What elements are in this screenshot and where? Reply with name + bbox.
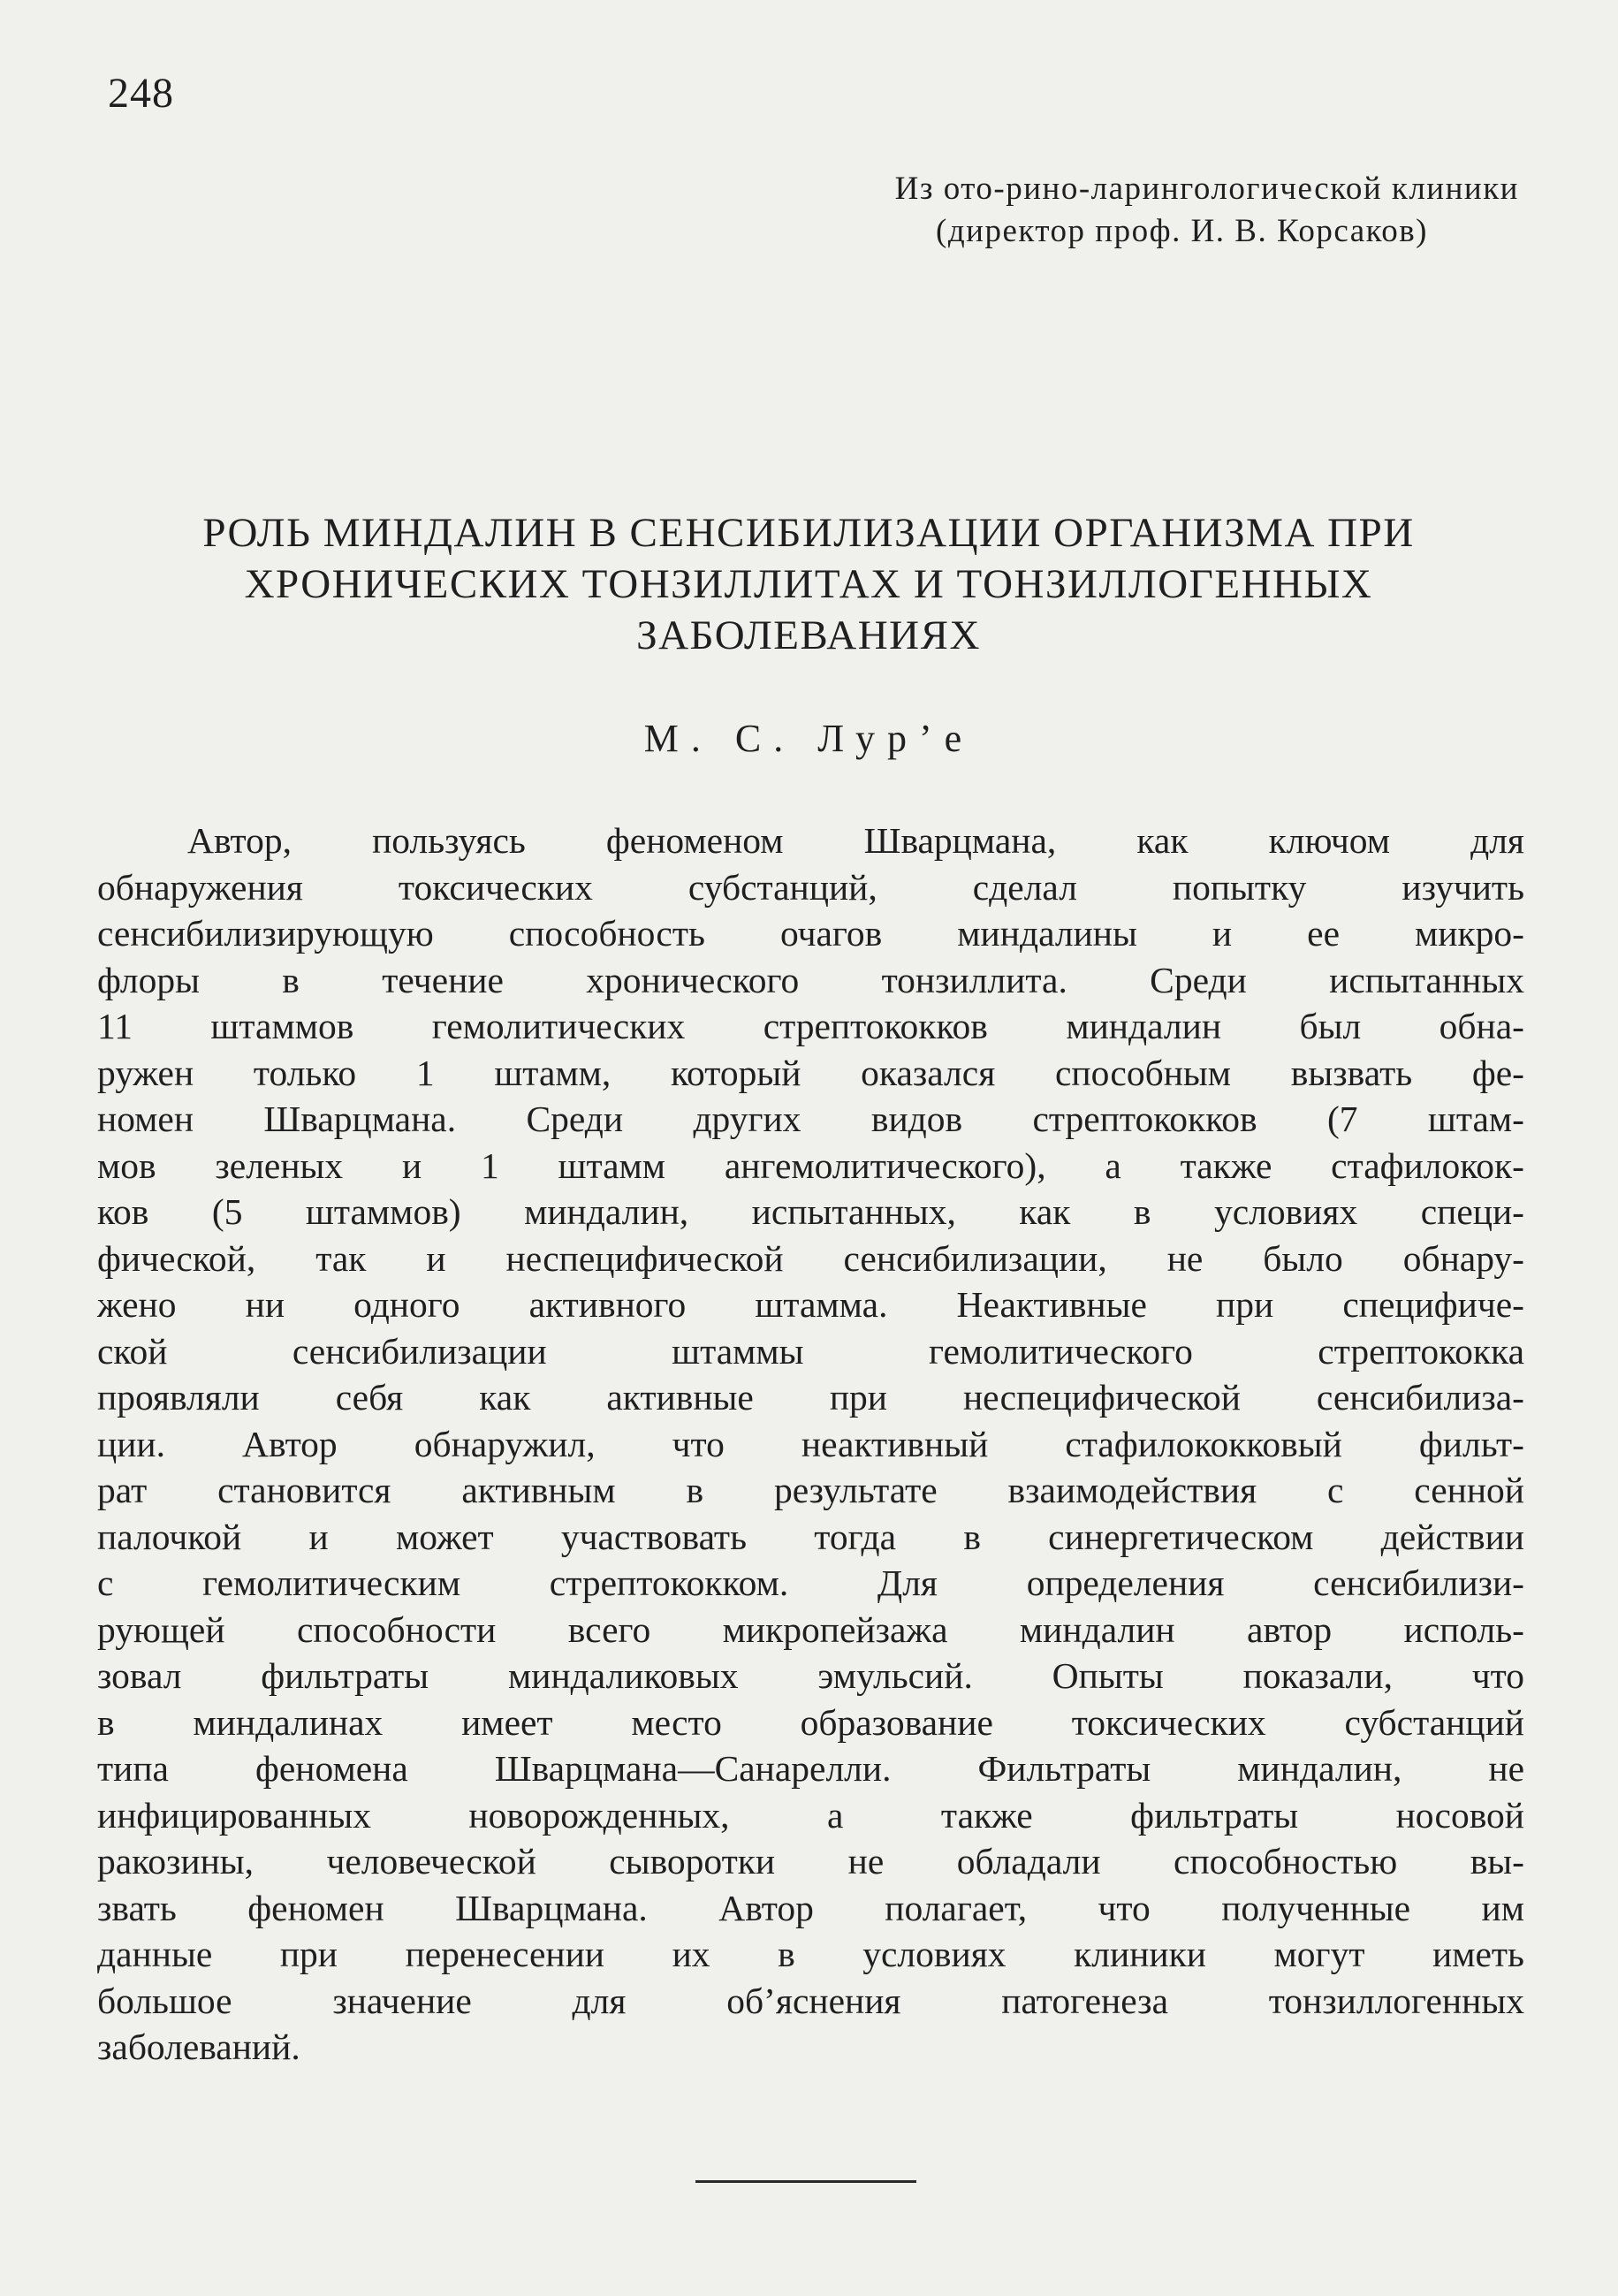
article-title — [88, 507, 1529, 661]
abstract-line: сенсибилизирующую способность очагов миндалины и ее микро- — [97, 913, 1524, 954]
abstract-line: в миндалинах имеет место образование токсических субстанций — [97, 1701, 1524, 1743]
affiliation-block — [724, 168, 1519, 253]
abstract-line: инфицированных новорожденных, а также фильтраты носовой — [97, 1794, 1524, 1836]
abstract-line: ков (5 штаммов) миндалин, испытанных, как в условиях специ- — [97, 1191, 1524, 1232]
abstract-line: ружен только 1 штамм, который оказался способным вызвать фе- — [97, 1052, 1524, 1093]
abstract-line: рующей способности всего микропейзажа миндалин автор исполь- — [97, 1608, 1524, 1650]
abstract-line: Автор, пользуясь феноменом Шварцмана, как ключом для — [187, 820, 1524, 861]
abstract-line: палочкой и может участвовать тогда в синергетическом действии — [97, 1516, 1524, 1557]
abstract-line: данные при перенесении их в условиях клиники могут иметь — [97, 1934, 1524, 1974]
title-line: ЗАБОЛЕВАНИЯХ — [636, 612, 981, 658]
affiliation-line: Из ото-рино-ларингологической клиники — [894, 171, 1519, 207]
abstract-line: жено ни одного активного штамма. Неактивные при специфиче- — [97, 1284, 1524, 1325]
abstract-line: проявляли себя как активные при неспецифической сенсибилиза- — [97, 1377, 1524, 1418]
title-line: РОЛЬ МИНДАЛИН В СЕНСИБИЛИЗАЦИИ ОРГАНИЗМА ПРИ — [202, 510, 1415, 556]
abstract-line: типа феномена Шварцмана—Санарелли. Фильтраты миндалин, не — [97, 1748, 1524, 1789]
affiliation-director-line: (директор проф. И. В. Корсаков) — [936, 213, 1428, 249]
abstract-line: флоры в течение хронического тонзиллита. Среди испытанных — [97, 959, 1524, 1000]
abstract-line: заболеваний. — [97, 2026, 300, 2067]
abstract-line: ракозины, человеческой сыворотки не обладали способностью вы- — [97, 1841, 1524, 1882]
title-line: ХРОНИЧЕСКИХ ТОНЗИЛЛИТАХ И ТОНЗИЛЛОГЕННЫХ — [244, 561, 1373, 607]
abstract-line: зовал фильтраты миндаликовых эмульсий. Опыты показали, что — [97, 1655, 1524, 1696]
abstract-line: рат становится активным в результате взаимодействия с сенной — [97, 1470, 1524, 1510]
page-number: 248 — [108, 70, 174, 117]
abstract-line: большое значение для об’яснения патогенеза тонзиллогенных — [97, 1980, 1524, 2021]
abstract-paragraph — [97, 817, 1524, 2071]
abstract-line: ции. Автор обнаружил, что неактивный стафилококковый фильт- — [97, 1423, 1524, 1464]
author-name: М. С. Лур’е — [643, 717, 975, 760]
abstract-line: 11 штаммов гемолитических стрептококков миндалин был обна- — [97, 1006, 1524, 1046]
abstract-line: с гемолитическим стрептококком. Для определения сенсибилизи- — [97, 1562, 1524, 1603]
abstract-line: звать феномен Шварцмана. Автор полагает, что полученные им — [97, 1887, 1524, 1928]
end-rule — [695, 2180, 916, 2183]
abstract-line: мов зеленых и 1 штамм ангемолитического), а также стафилокок- — [97, 1144, 1524, 1186]
abstract-line: обнаружения токсических субстанций, сделал попытку изучить — [97, 866, 1524, 908]
abstract-line: фической, так и неспецифической сенсибилизации, не было обнару- — [97, 1237, 1524, 1279]
abstract-line: ской сенсибилизации штаммы гемолитического стрептококка — [97, 1330, 1524, 1372]
abstract-line: номен Шварцмана. Среди других видов стрептококков (7 штам- — [97, 1099, 1524, 1139]
